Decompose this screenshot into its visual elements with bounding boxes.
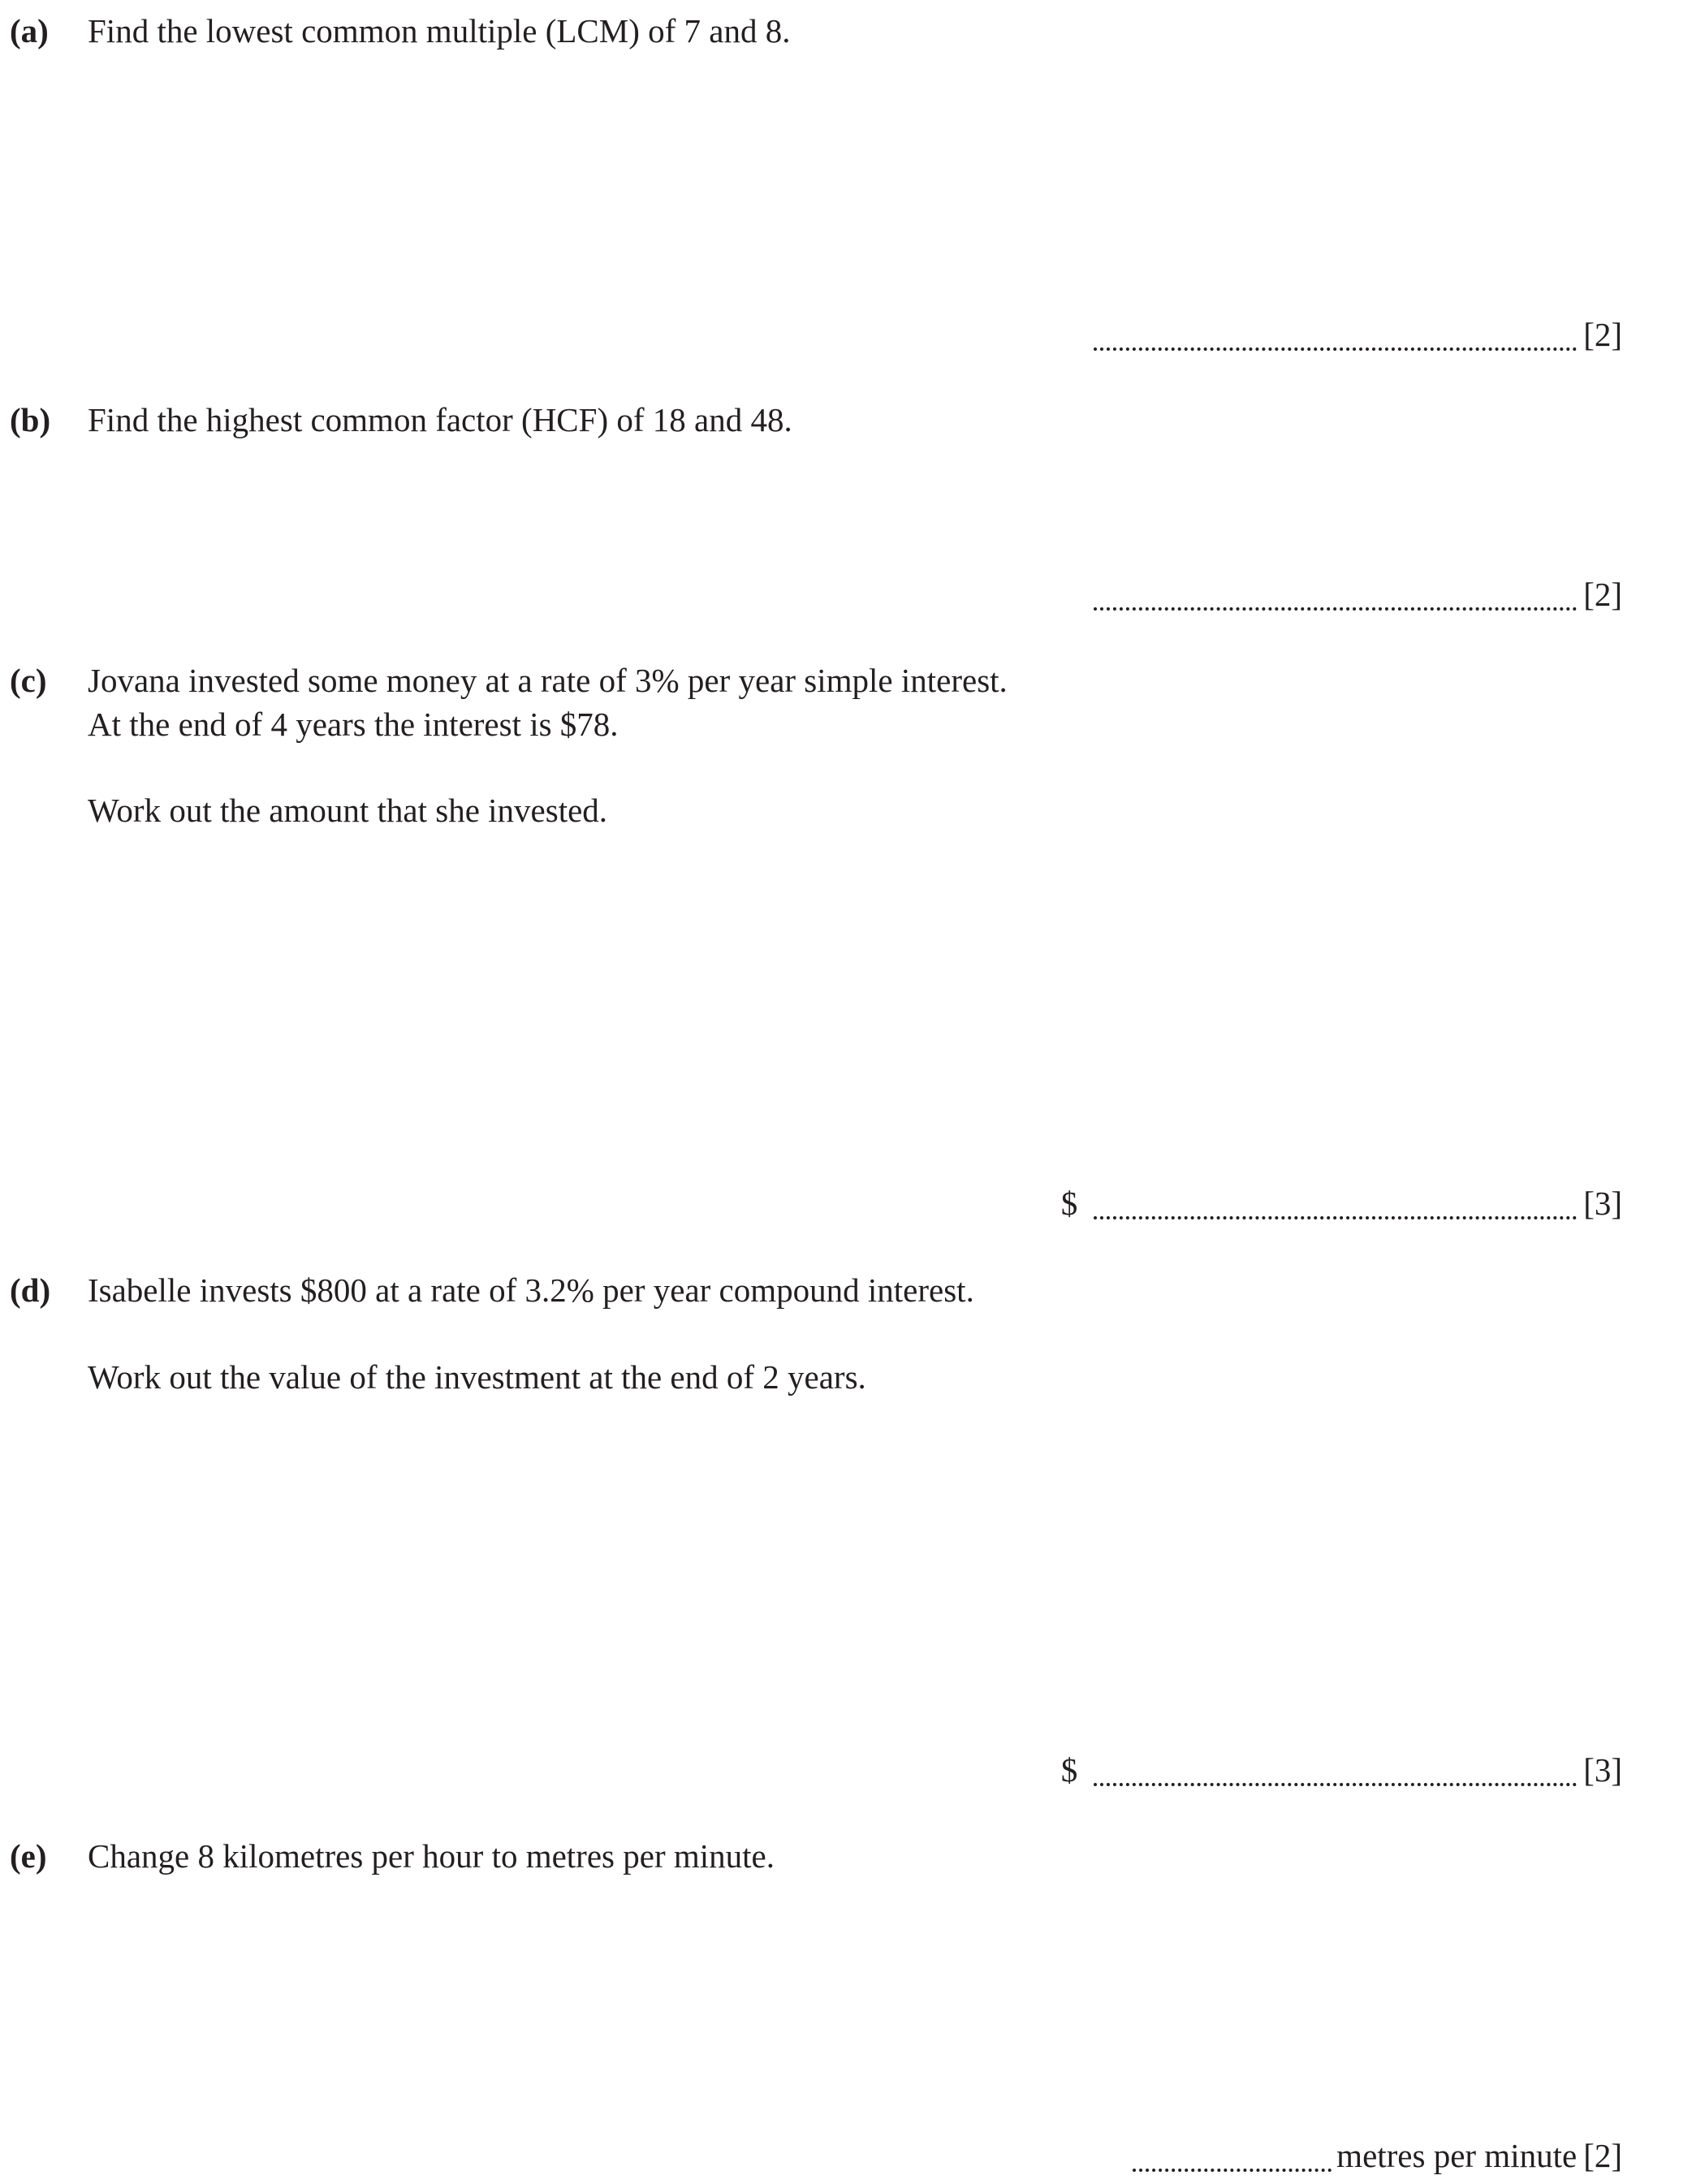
question-d-answer-line <box>1061 1749 1622 1791</box>
question-c-text-line-2: At the end of 4 years the interest is $78. <box>88 706 619 743</box>
question-b-text: Find the highest common factor (HCF) of 18 and 48. <box>88 401 792 438</box>
currency-symbol: $ <box>1060 1185 1078 1222</box>
question-e-text: Change 8 kilometres per hour to metres per minute. <box>88 1837 775 1875</box>
question-c-label: (c) <box>10 662 47 699</box>
question-c-marks: [3] <box>1583 1185 1622 1222</box>
question-c-instruction: Work out the amount that she invested. <box>88 792 608 829</box>
question-a-label: (a) <box>10 12 49 50</box>
answer-dots[interactable] <box>1094 607 1577 611</box>
question-d-marks: [3] <box>1583 1751 1622 1789</box>
question-e-marks: [2] <box>1583 2137 1622 2174</box>
question-a-answer-line <box>1094 313 1622 356</box>
question-c-text-line-1: Jovana invested some money at a rate of 3% per year simple interest. <box>88 662 1008 699</box>
question-d-instruction: Work out the value of the investment at the end of 2 years. <box>88 1358 866 1396</box>
question-e-answer-line <box>1133 2134 1622 2177</box>
question-b-label: (b) <box>10 401 51 438</box>
answer-unit: metres per minute <box>1336 2137 1578 2174</box>
question-b-marks: [2] <box>1583 576 1622 613</box>
question-a-marks: [2] <box>1583 316 1622 353</box>
question-a-text: Find the lowest common multiple (LCM) of 7 and 8. <box>88 12 791 50</box>
answer-dots[interactable] <box>1094 1216 1577 1219</box>
currency-symbol: $ <box>1060 1751 1078 1789</box>
question-c-answer-line <box>1061 1182 1622 1224</box>
answer-dots[interactable] <box>1133 2169 1332 2172</box>
question-b-answer-line <box>1094 573 1622 615</box>
answer-dots[interactable] <box>1094 347 1577 351</box>
question-d-text-line-1: Isabelle invests $800 at a rate of 3.2% per year compound interest. <box>88 1271 974 1309</box>
answer-dots[interactable] <box>1094 1783 1577 1786</box>
question-d-label: (d) <box>10 1271 51 1309</box>
question-e-label: (e) <box>10 1837 47 1875</box>
